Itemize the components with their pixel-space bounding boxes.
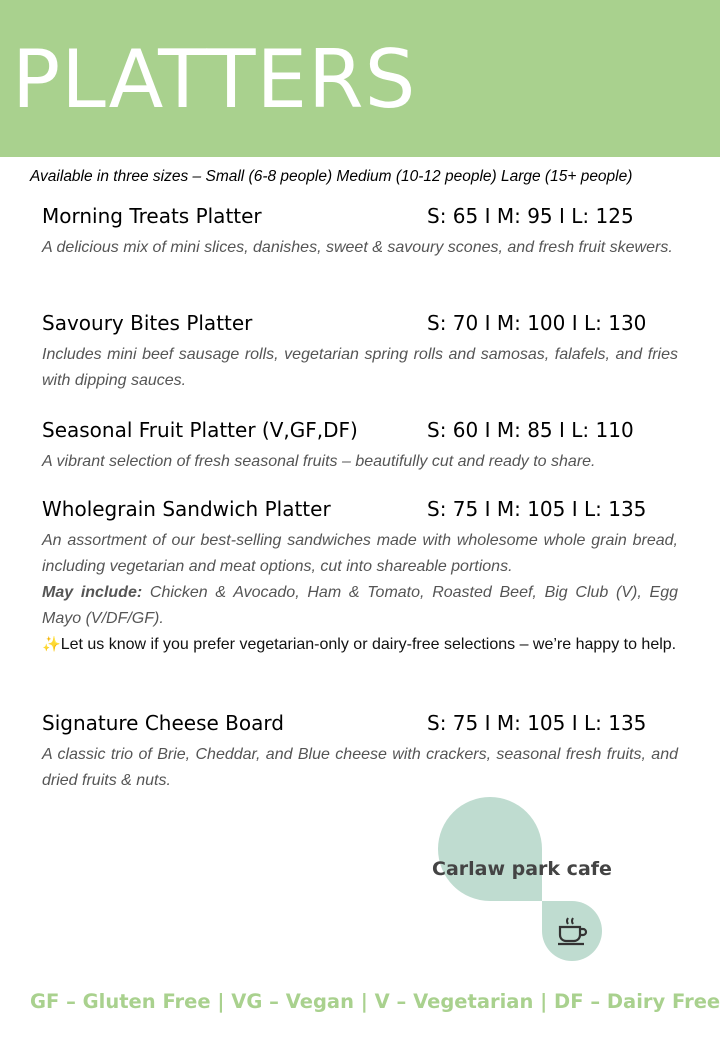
item-name: Wholegrain Sandwich Platter — [42, 497, 331, 521]
logo-shape-large — [438, 797, 542, 901]
sparkles-icon: ✨ — [42, 636, 61, 653]
item-name: Seasonal Fruit Platter (V,GF,DF) — [42, 418, 358, 442]
item-price: S: 75 I M: 105 I L: 135 — [427, 711, 647, 735]
logo-text: Carlaw park cafe — [432, 858, 612, 880]
item-name: Morning Treats Platter — [42, 204, 262, 228]
item-price: S: 65 I M: 95 I L: 125 — [427, 204, 634, 228]
item-description: A classic trio of Brie, Cheddar, and Blue cheese with crackers, seasonal fresh fruits, and dried fruits & nuts. — [42, 746, 678, 789]
item-price: S: 60 I M: 85 I L: 110 — [427, 418, 634, 442]
sizes-note: Available in three sizes – Small (6-8 people) Medium (10-12 people) Large (15+ people) — [30, 168, 633, 185]
page-title: PLATTERS — [12, 33, 417, 126]
item-description: A delicious mix of mini slices, danishes, sweet & savoury scones, and fresh fruit skewers. — [42, 239, 673, 256]
may-include-line — [42, 580, 678, 632]
item-name: Savoury Bites Platter — [42, 311, 253, 335]
item-description-block — [42, 528, 678, 658]
item-price: S: 75 I M: 105 I L: 135 — [427, 497, 647, 521]
may-include-label: May include: — [42, 584, 143, 601]
note-line — [42, 632, 678, 658]
item-description: Includes mini beef sausage rolls, vegetarian spring rolls and samosas, falafels, and fries with dipping sauces. — [42, 346, 678, 389]
dietary-legend: GF – Gluten Free | VG – Vegan | V – Vegetarian | DF – Dairy Free — [30, 990, 720, 1013]
item-name: Signature Cheese Board — [42, 711, 284, 735]
header-banner — [0, 0, 720, 157]
may-include-text: Chicken & Avocado, Ham & Tomato, Roasted Beef, Big Club (V), Egg Mayo (V/DF/GF). — [42, 584, 679, 627]
item-description: An assortment of our best-selling sandwiches made with wholesome whole grain bread, including vegetarian and meat options, cut into shareable portions. — [42, 532, 678, 575]
item-description: A vibrant selection of fresh seasonal fruits – beautifully cut and ready to share. — [42, 453, 596, 470]
note-text: Let us know if you prefer vegetarian-only or dairy-free selections – we’re happy to help. — [60, 636, 677, 653]
coffee-cup-icon — [556, 916, 588, 946]
item-price: S: 70 I M: 100 I L: 130 — [427, 311, 647, 335]
